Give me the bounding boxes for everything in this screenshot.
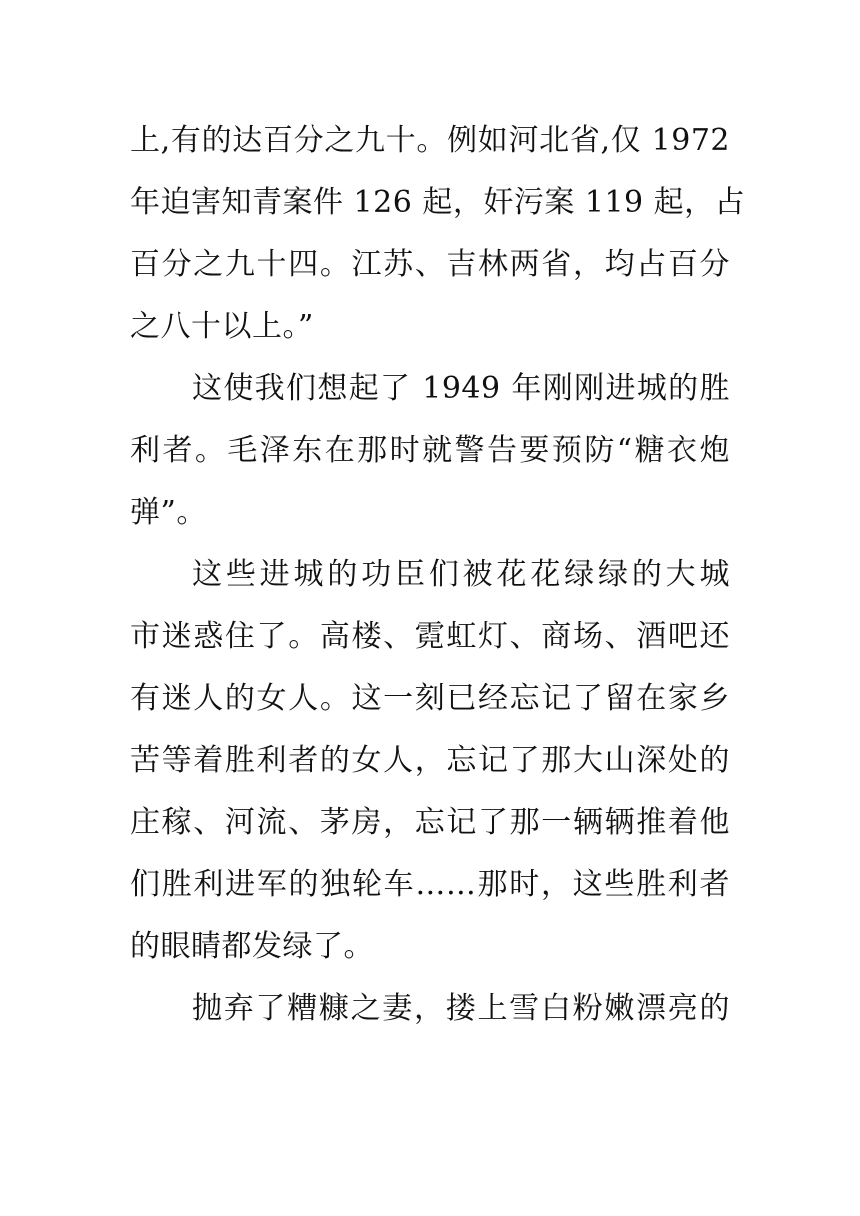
text-line: 苦等着胜利者的女人，忘记了那大山深处的 — [130, 743, 730, 778]
text-line: 之八十以上。” — [130, 309, 314, 344]
text-line: 市迷惑住了。高楼、霓虹灯、商场、酒吧还 — [130, 619, 730, 654]
text-line: 利者。毛泽东在那时就警告要预防“糖衣炮 — [130, 433, 730, 468]
text-line: 们胜利进军的独轮车……那时，这些胜利者 — [130, 867, 730, 902]
text-line: 这些进城的功臣们被花花绿绿的大城 — [192, 557, 730, 592]
text-line: 的眼睛都发绿了。 — [130, 929, 374, 964]
text-line: 庄稼、河流、茅房，忘记了那一辆辆推着他 — [130, 805, 730, 840]
text-line: 有迷人的女人。这一刻已经忘记了留在家乡 — [130, 681, 730, 716]
text-line: 抛弃了糟糠之妻，搂上雪白粉嫩漂亮的 — [192, 991, 730, 1026]
paragraph-4 — [130, 978, 730, 1040]
text-line: 这使我们想起了 1949 年刚刚进城的胜 — [192, 371, 730, 406]
paragraph-2 — [130, 358, 730, 544]
text-line: 年迫害知青案件 126 起，奸污案 119 起，占 — [130, 185, 746, 220]
text-line: 上,有的达百分之九十。例如河北省,仅 1972 — [130, 123, 730, 158]
document-page — [130, 110, 746, 1040]
text-line: 弹”。 — [130, 495, 207, 530]
paragraph-3 — [130, 544, 730, 978]
text-line: 百分之九十四。江苏、吉林两省，均占百分 — [130, 247, 730, 282]
paragraph-1 — [130, 110, 746, 358]
